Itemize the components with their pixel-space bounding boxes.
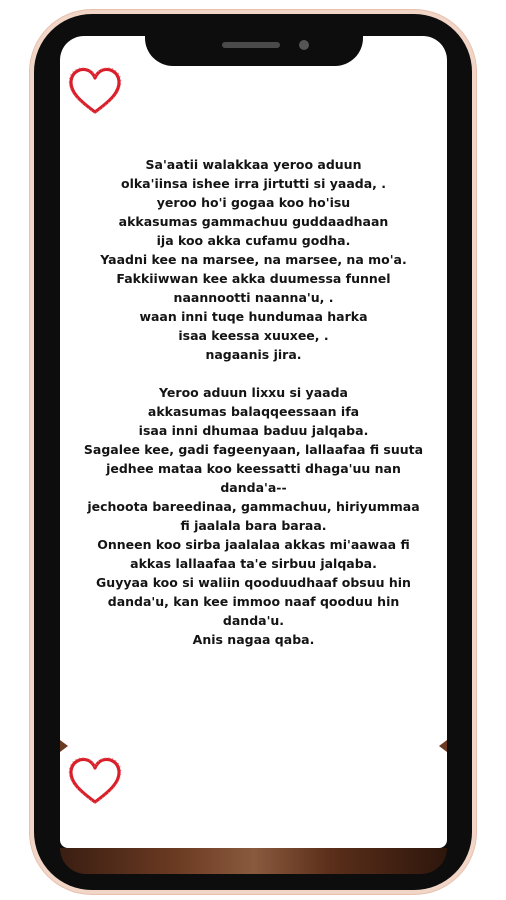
poem-line: nagaanis jira. <box>205 347 302 362</box>
poem-line: Guyyaa koo si waliin qooduudhaaf obsuu hin <box>96 575 411 590</box>
heart-icon <box>66 64 124 118</box>
heart-icon <box>66 754 124 808</box>
poem-line: yeroo ho'i gogaa koo ho'isu <box>156 195 351 210</box>
speaker-grille <box>222 42 280 48</box>
poem-line: Sagalee kee, gadi fageenyaan, lallaafaa fi suuta <box>83 442 424 457</box>
poem-line: Yaadni kee na marsee, na marsee, na mo'a. <box>100 252 407 267</box>
poem-line: jedhee mataa koo keessatti dhaga'uu nan <box>106 461 401 476</box>
poem-line: akkasumas gammachuu guddaadhaan <box>118 214 389 229</box>
ribbon-edge-left <box>60 740 68 752</box>
wood-texture-strip <box>60 848 447 874</box>
phone-notch <box>145 14 363 66</box>
poem-line: olka'iinsa ishee irra jirtutti si yaada, . <box>121 176 386 191</box>
phone-screen <box>60 36 447 848</box>
poem-line: danda'u, kan kee immoo naaf qooduu hin <box>107 594 400 609</box>
poem-line: danda'a-- <box>220 480 287 495</box>
poem-line: Anis nagaa qaba. <box>192 632 315 647</box>
stanza-break <box>60 364 447 383</box>
poem-line: danda'u. <box>222 613 285 628</box>
poem-line: jechoota bareedinaa, gammachuu, hiriyummaa <box>87 499 420 514</box>
poem-line: isaa inni dhumaa baduu jalqaba. <box>138 423 369 438</box>
poem-line: Yeroo aduun lixxu si yaada <box>159 385 348 400</box>
poem-line: akkasumas balaqqeessaan ifa <box>147 404 360 419</box>
poem-text <box>60 155 447 649</box>
poem-line: Sa'aatii walakkaa yeroo aduun <box>145 157 362 172</box>
poem-line: naannootti naanna'u, . <box>173 290 334 305</box>
poem-line: Onneen koo sirba jaalalaa akkas mi'aawaa fi <box>97 537 410 552</box>
poem-line: waan inni tuqe hundumaa harka <box>139 309 368 324</box>
poem-line: fi jaalala bara baraa. <box>180 518 327 533</box>
poem-line: isaa keessa xuuxee, . <box>178 328 329 343</box>
front-camera <box>299 40 309 50</box>
ribbon-edge-right <box>439 740 447 752</box>
power-button[interactable] <box>472 214 477 296</box>
poem-line: Fakkiiwwan kee akka duumessa funnel <box>116 271 391 286</box>
poem-line: ija koo akka cufamu godha. <box>156 233 351 248</box>
poem-line: akkas lallaafaa ta'e sirbuu jalqaba. <box>130 556 377 571</box>
